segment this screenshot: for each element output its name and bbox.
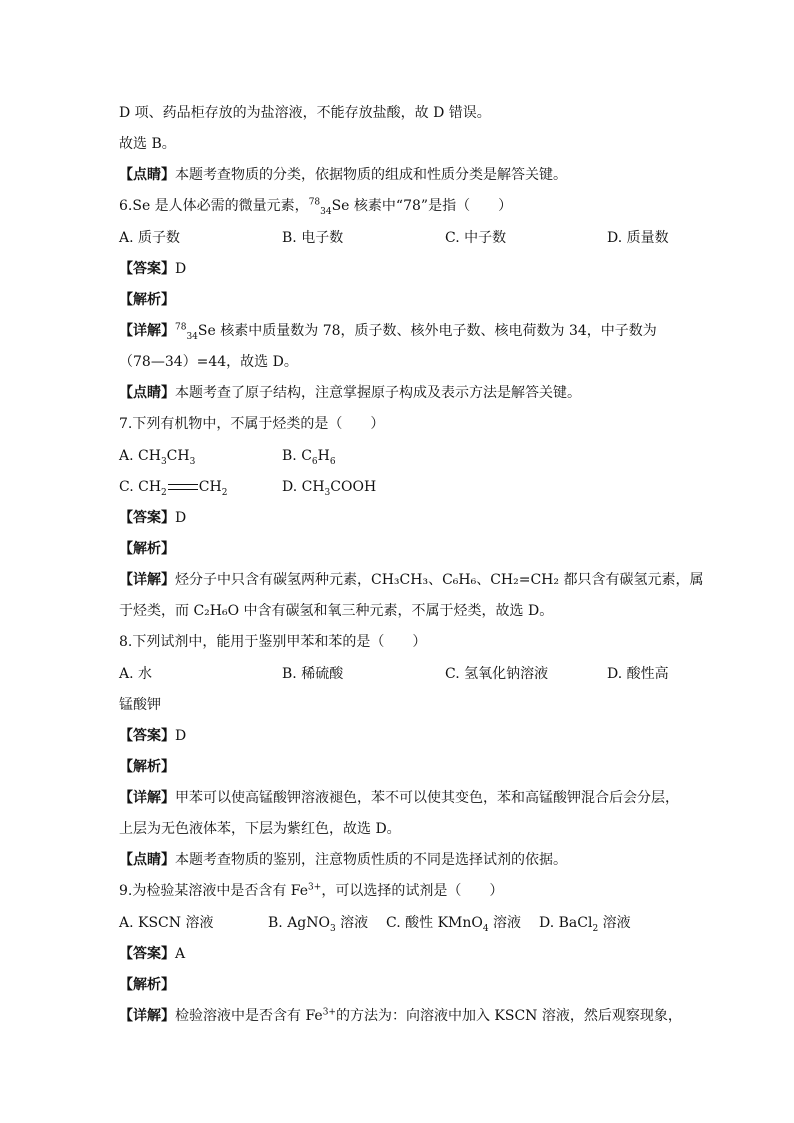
q8-stem: 8.下列试剂中，能用于鉴别甲苯和苯的是（ ）: [119, 634, 427, 650]
q8-option-b: B. 稀硫酸: [282, 666, 344, 682]
detail-tag: 【详解】: [119, 790, 175, 806]
q9-detail-1: [119, 1007, 682, 1025]
q6-detail-z: 34: [186, 331, 198, 342]
q7-option-b: B. $C_6H_6$: [282, 448, 336, 467]
q8-detail-2: 上层为无色液体苯，下层为紫红色，故选 D。: [119, 821, 401, 837]
q6-detail-1: [119, 322, 657, 340]
q8-tip: [119, 851, 567, 869]
q6-tip: [119, 384, 581, 402]
q6-answer: [119, 260, 186, 278]
answer-tag: 【答案】: [119, 510, 175, 526]
answer-value: A: [175, 946, 186, 962]
q9-stem: [119, 882, 503, 900]
tip-text: 本题考查物质的分类，依据物质的组成和性质分类是解答关键。: [175, 167, 567, 183]
q9-option-a: A. KSCN 溶液: [119, 915, 214, 931]
answer-value: D: [175, 728, 187, 744]
q6-detail-text: 核素中质量数为 78，质子数、核外电子数、核电荷数为 34，中子数为: [215, 323, 657, 339]
detail-text-a: 检验溶液中是否含有 Fe: [175, 1008, 323, 1024]
detail-tag: 【详解】: [119, 323, 175, 339]
tip-tag: 【点睛】: [119, 385, 175, 401]
tip-text: 本题考查物质的鉴别，注意物质性质的不同是选择试剂的依据。: [175, 852, 567, 868]
analysis-tag: 【解析】: [119, 977, 175, 993]
detail-tag: 【详解】: [119, 572, 175, 588]
q8-option-d-wrap: 锰酸钾: [119, 697, 161, 713]
tip-text: 本题考查了原子结构，注意掌握原子构成及表示方法是解答关键。: [175, 385, 581, 401]
answer-value: D: [175, 510, 187, 526]
q6-stem-b: 核素中“78”是指（ ）: [349, 198, 513, 214]
q9-analysis: [119, 976, 175, 994]
q7-answer: [119, 509, 186, 527]
q9-option-d: D. BaCl$_2$ 溶液: [539, 915, 631, 934]
answer-tag: 【答案】: [119, 946, 175, 962]
detail-text-b: 的方法为：向溶液中加入 KSCN 溶液，然后观察现象，: [335, 1008, 682, 1024]
q7-analysis: [119, 540, 175, 558]
q7-option-a: A. $CH_3CH_3$: [119, 448, 196, 467]
detail-text: 甲苯可以使高锰酸钾溶液褪色，苯不可以使其变色，苯和高锰酸钾混合后会分层，: [175, 790, 679, 806]
q8-answer: [119, 727, 186, 745]
q9-stem-b: ，可以选择的试剂是（ ）: [321, 883, 504, 899]
analysis-tag: 【解析】: [119, 541, 175, 557]
q6-option-c: C. 中子数: [445, 230, 507, 246]
q6-stem-a: Se 是人体必需的微量元素，: [132, 198, 309, 214]
q6-detail-symbol: Se: [197, 323, 216, 339]
q9-ion-charge: 3+: [308, 882, 322, 893]
q7-detail-1: [119, 571, 703, 589]
q7-detail-2: 于烃类，而 C₂H₆O 中含有碳氢和氧三种元素，不属于烃类，故选 D。: [119, 603, 554, 619]
detail-tag: 【详解】: [119, 1008, 175, 1024]
prev-line-d: D 项、药品柜存放的为盐溶液，不能存放盐酸，故 D 错误。: [119, 105, 491, 121]
answer-tag: 【答案】: [119, 261, 175, 277]
tip-tag: 【点睛】: [119, 852, 175, 868]
q8-option-a: A. 水: [119, 666, 153, 682]
prev-choose: 故选 B。: [119, 136, 176, 152]
answer-tag: 【答案】: [119, 728, 175, 744]
q8-option-c: C. 氢氧化钠溶液: [445, 666, 549, 682]
q6-stem: [119, 197, 512, 215]
q8-option-d: D. 酸性高: [607, 666, 669, 682]
analysis-tag: 【解析】: [119, 759, 175, 775]
q8-analysis: [119, 758, 175, 776]
q9-option-c: C. 酸性 KMnO$_4$ 溶液: [386, 915, 522, 934]
q6-option-b: B. 电子数: [282, 230, 344, 246]
double-bond: [168, 484, 198, 490]
q6-detail-2: （78—34）=44，故选 D。: [119, 354, 298, 370]
q9-stem-a: 9.为检验某溶液中是否含有 Fe: [119, 883, 309, 899]
q7-stem: 7.下列有机物中，不属于烃类的是（ ）: [119, 416, 385, 432]
q6-number: 6.: [119, 198, 133, 214]
q9-option-b: B. AgNO$_3$ 溶液: [268, 915, 369, 934]
q6-mass-number: 78: [308, 197, 321, 208]
tip-tag: 【点睛】: [119, 167, 175, 183]
q7-option-c: C. $CH_2$ $CH_2$: [119, 479, 228, 498]
q8-detail-1: [119, 789, 679, 807]
q6-option-d: D. 质量数: [607, 230, 669, 246]
detail-text: 烃分子中只含有碳氢两种元素，CH₃CH₃、C₆H₆、CH₂=CH₂ 都只含有碳氢元素，属: [175, 572, 704, 588]
analysis-tag: 【解析】: [119, 292, 175, 308]
answer-value: D: [175, 261, 187, 277]
q6-analysis: [119, 291, 175, 309]
q6-symbol: Se: [331, 198, 350, 214]
q9-answer: [119, 945, 185, 963]
q6-detail-mass: 78: [175, 322, 187, 333]
q9-detail-ion: 3+: [322, 1007, 336, 1018]
q6-atomic-number: 34: [320, 206, 332, 217]
q6-option-a: A. 质子数: [119, 230, 181, 246]
prev-tip: [119, 166, 567, 184]
q7-option-d: D. $CH_3COOH$: [282, 479, 377, 498]
